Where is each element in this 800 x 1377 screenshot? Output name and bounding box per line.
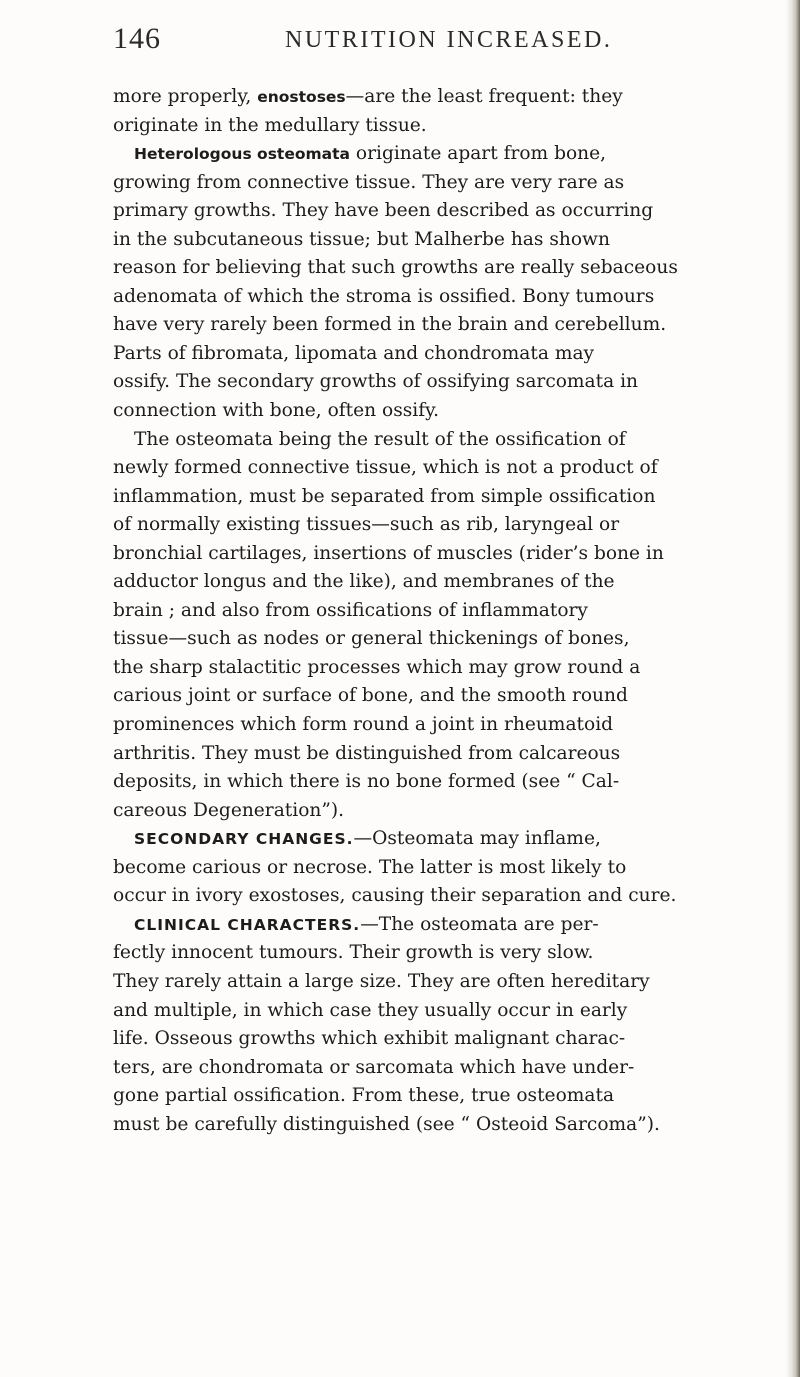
term-heterologous-osteomata: Heterologous osteomata	[134, 145, 350, 164]
text-line: Heterologous osteomata originate apart from bone,	[134, 143, 607, 165]
text-line: have very rarely been formed in the brain and cerebellum.	[113, 314, 667, 336]
text-line: CLINICAL CHARACTERS.—The osteomata are per-	[134, 913, 599, 935]
text-line: originate in the medullary tissue.	[113, 114, 427, 136]
text-line: of normally existing tissues—such as rib, laryngeal or	[113, 514, 620, 536]
text-line: life. Osseous growths which exhibit malignant charac-	[113, 1028, 626, 1050]
text-line: more properly, enostoses—are the least frequent: they	[113, 86, 623, 107]
text-line: occur in ivory exostoses, causing their separation and cure.	[113, 885, 677, 907]
text-line: in the subcutaneous tissue; but Malherbe has shown	[113, 228, 610, 250]
text-line: The osteomata being the result of the ossification of	[134, 428, 626, 450]
text-line: careous Degeneration”).	[113, 799, 345, 821]
text-line: brain ; and also from ossifications of inflammatory	[113, 599, 588, 621]
term-enostoses: enostoses	[257, 88, 346, 106]
text-line: reason for believing that such growths are really sebaceous	[113, 257, 678, 279]
page-edge-shadow	[786, 0, 800, 1377]
text-line: SECONDARY CHANGES.—Osteomata may inflame,	[134, 828, 601, 850]
heading-secondary-changes: SECONDARY CHANGES.	[134, 830, 354, 849]
page-header	[113, 22, 773, 72]
text-line: become carious or necrose. The latter is most likely to	[113, 856, 627, 878]
text-line: Parts of fibromata, lipomata and chondromata may	[113, 342, 595, 364]
heading-clinical-characters: CLINICAL CHARACTERS.	[134, 915, 361, 934]
text-line: adenomata of which the stroma is ossified. Bony tumours	[113, 285, 655, 307]
text-line: fectly innocent tumours. Their growth is very slow.	[113, 942, 594, 964]
text-line: the sharp stalactitic processes which may grow round a	[113, 656, 641, 678]
text-line: and multiple, in which case they usually occur in early	[113, 999, 628, 1021]
text-line: gone partial ossification. From these, true osteomata	[113, 1085, 615, 1107]
page-number: 146	[113, 22, 161, 55]
text-line: bronchial cartilages, insertions of muscles (rider’s bone in	[113, 542, 664, 564]
text-line: tissue—such as nodes or general thickenings of bones,	[113, 628, 630, 650]
text-line: newly formed connective tissue, which is not a product of	[113, 457, 658, 479]
body-text	[113, 83, 793, 1139]
text-line: deposits, in which there is no bone formed (see “ Cal-	[113, 771, 620, 793]
text-line: They rarely attain a large size. They are often hereditary	[113, 970, 650, 992]
text-line: connection with bone, often ossify.	[113, 400, 440, 422]
text-line: prominences which form round a joint in rheumatoid	[113, 714, 614, 736]
text-line: primary growths. They have been described as occurring	[113, 200, 654, 222]
text-line: inflammation, must be separated from simple ossification	[113, 485, 656, 507]
text-line: adductor longus and the like), and membranes of the	[113, 571, 615, 593]
text-line: arthritis. They must be distinguished from calcareous	[113, 742, 621, 764]
text-line: growing from connective tissue. They are very rare as	[113, 171, 625, 193]
text-line: must be carefully distinguished (see “ Osteoid Sarcoma”).	[113, 1113, 660, 1135]
text-line: carious joint or surface of bone, and the smooth round	[113, 685, 628, 707]
running-head: NUTRITION INCREASED.	[285, 27, 613, 53]
text-line: ossify. The secondary growths of ossifying sarcomata in	[113, 371, 639, 393]
text-line: ters, are chondromata or sarcomata which have under-	[113, 1056, 635, 1078]
